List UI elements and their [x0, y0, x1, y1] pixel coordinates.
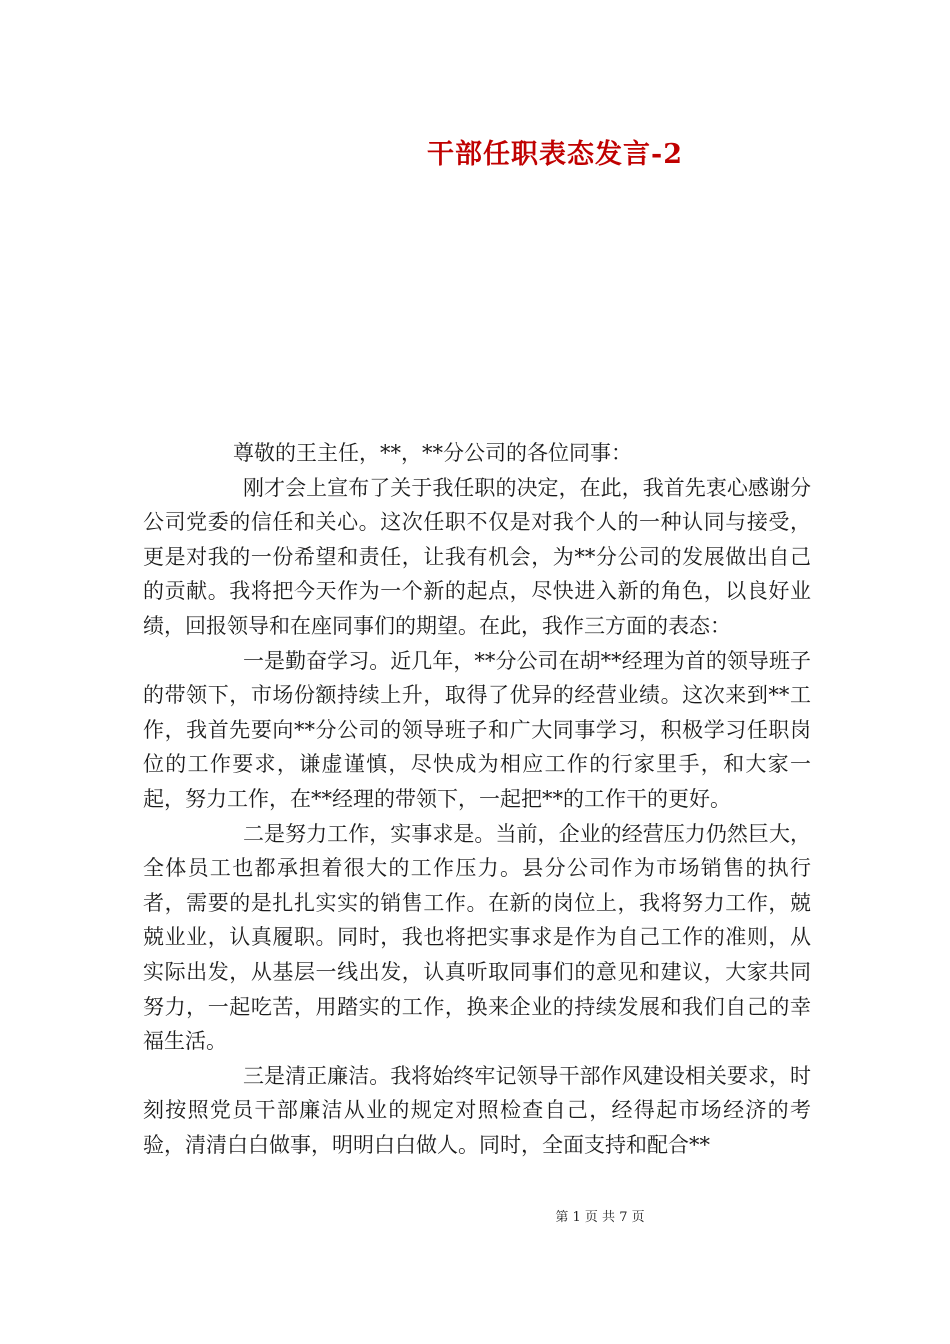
body-paragraph: 二是努力工作，实事求是。当前，企业的经营压力仍然巨大，全体员工也都承担着很大的工作压力。县分公司作为市场销售的执行者，需要的是扎扎实实的销售工作。在新的岗位上，我将努力工作，兢兢业业，认真履职。同时，我也将把实事求是作为自己工作的准则，从实际出发，从基层一线出发，认真听取同事们的意见和建议，大家共同努力，一起吃苦，用踏实的工作，换来企业的持续发展和我们自己的幸福生活。	[143, 821, 811, 1054]
salutation-paragraph: 尊敬的王主任，**，**分公司的各位同事：	[233, 441, 632, 465]
page-number-footer: 第 1 页 共 7 页	[555, 1210, 645, 1225]
body-paragraph: 一是勤奋学习。近几年，**分公司在胡**经理为首的领导班子的带领下，市场份额持续上升，取得了优异的经营业绩。这次来到**工作，我首先要向**分公司的领导班子和广大同事学习，积极学习任职岗位的工作要求，谦虚谨慎，尽快成为相应工作的行家里手，和大家一起，努力工作，在**经理的带领下，一起把**的工作干的更好。	[143, 648, 811, 811]
body-paragraph: 三是清正廉洁。我将始终牢记领导干部作风建设相关要求，时刻按照党员干部廉洁从业的规定对照检查自己，经得起市场经济的考验，清清白白做事，明明白白做人。同时，全面支持和配合**	[143, 1063, 811, 1157]
body-paragraph: 刚才会上宣布了关于我任职的决定，在此，我首先衷心感谢分公司党委的信任和关心。这次任职不仅是对我个人的一种认同与接受，更是对我的一份希望和责任，让我有机会，为**分公司的发展做出自己的贡献。我将把今天作为一个新的起点，尽快进入新的角色，以良好业绩，回报领导和在座同事们的期望。在此，我作三方面的表态：	[143, 475, 811, 638]
document-title: 干部任职表态发言-2	[427, 139, 683, 170]
document-body	[143, 436, 811, 1162]
